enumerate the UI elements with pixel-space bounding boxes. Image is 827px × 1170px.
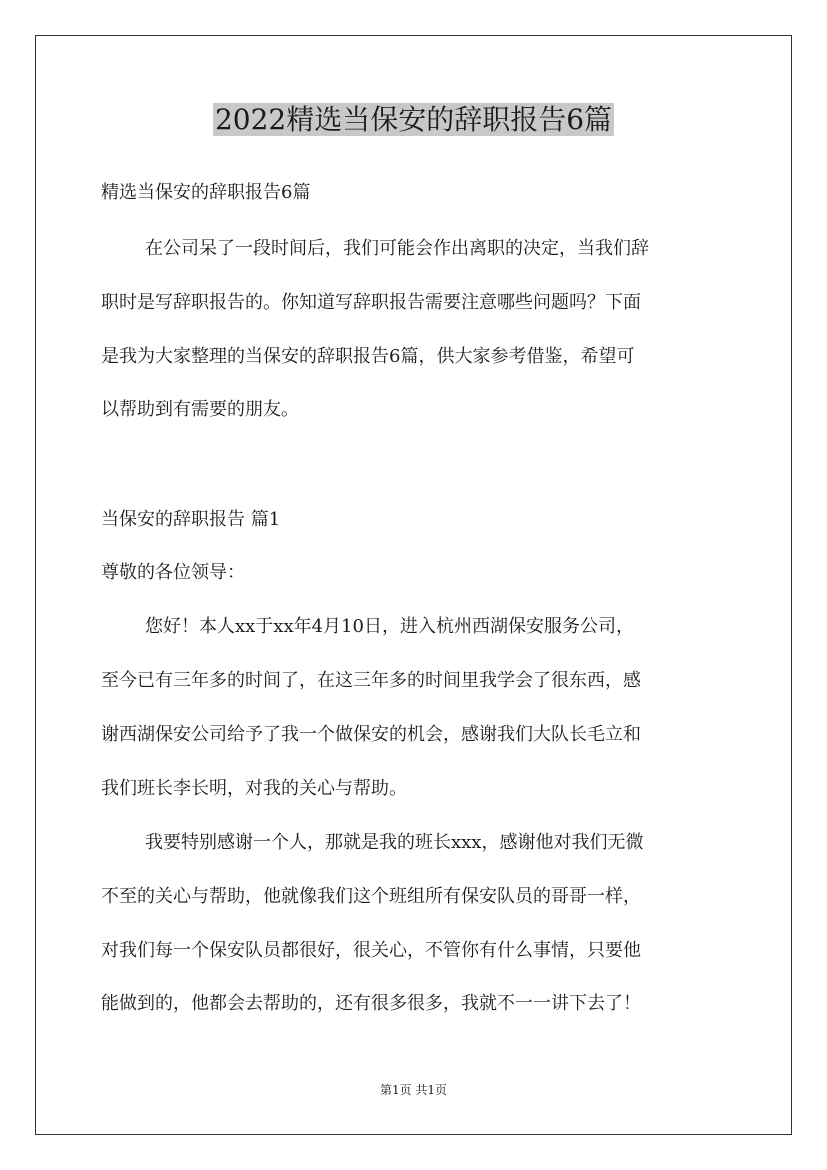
document-title [0,100,827,140]
paragraph2-line-1: 我要特别感谢一个人，那就是我的班长xxx，感谢他对我们无微 [145,832,644,853]
intro-line-2: 职时是写辞职报告的。你知道写辞职报告需要注意哪些问题吗？下面 [101,292,641,313]
section-heading: 当保安的辞职报告 篇1 [101,509,281,530]
paragraph2-line-4: 能做到的，他都会去帮助的，还有很多很多，我就不一一讲下去了！ [101,993,641,1014]
intro-line-4: 以帮助到有需要的朋友。 [101,399,299,420]
paragraph1-line-4: 我们班长李长明，对我的关心与帮助。 [101,778,407,799]
document-title-text: 2022精选当保安的辞职报告6篇 [214,103,613,136]
paragraph1-line-2: 至今已有三年多的时间了，在这三年多的时间里我学会了很东西，感 [101,670,641,691]
paragraph2-line-2: 不至的关心与帮助，他就像我们这个班组所有保安队员的哥哥一样， [101,886,641,907]
document-subtitle: 精选当保安的辞职报告6篇 [101,182,311,203]
paragraph1-line-3: 谢西湖保安公司给予了我一个做保安的机会，感谢我们大队长毛立和 [101,724,641,745]
page-footer: 第1页 共1页 [379,1083,448,1097]
salutation: 尊敬的各位领导： [101,562,245,583]
paragraph1-line-1: 您好！本人xx于xx年4月10日，进入杭州西湖保安服务公司， [145,616,634,637]
paragraph2-line-3: 对我们每一个保安队员都很好，很关心，不管你有什么事情，只要他 [101,940,641,961]
intro-line-1: 在公司呆了一段时间后，我们可能会作出离职的决定，当我们辞 [145,238,649,259]
intro-line-3: 是我为大家整理的当保安的辞职报告6篇，供大家参考借鉴，希望可 [101,346,635,367]
